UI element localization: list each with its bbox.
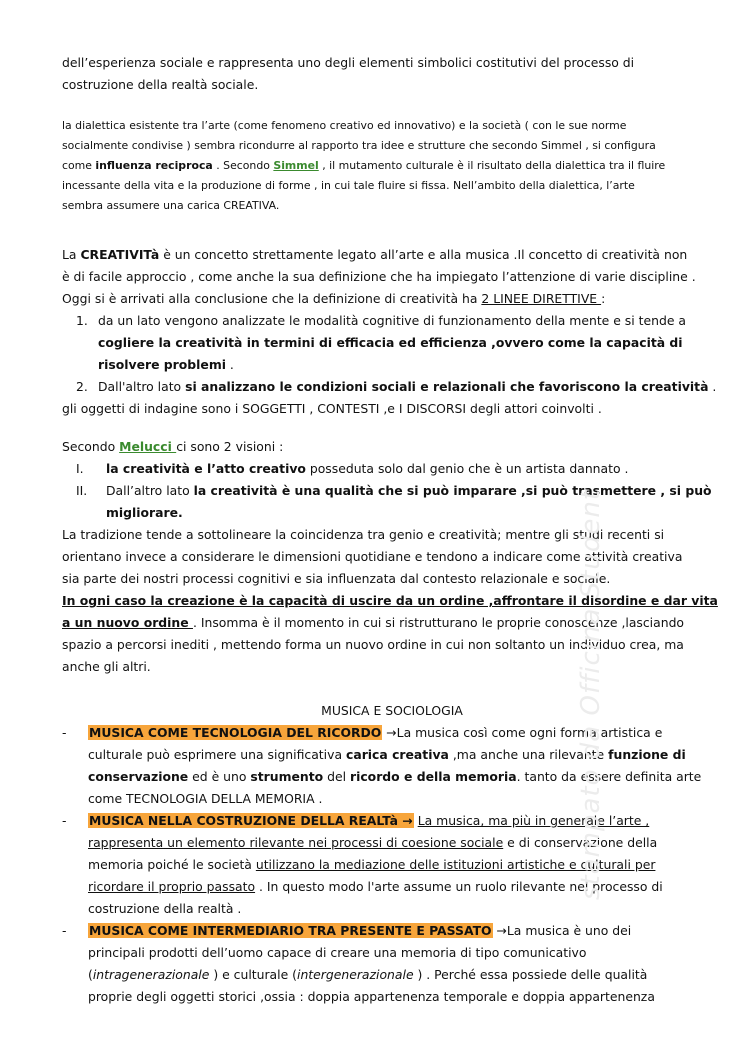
text-line: La tradizione tende a sottolineare la coincidenza tra genio e creatività; mentre gli studi recenti si [62, 527, 665, 542]
text-line: costruzione della realtà sociale. [62, 77, 259, 92]
melucci-link: Melucci [119, 439, 177, 454]
text-line: Oggi si è arrivati alla conclusione che la definizione di creatività ha 2 LINEE DIRETTIVE : [62, 291, 606, 306]
numbered-item-1: 1. da un lato vengono analizzate le modalità cognitive di funzionamento della mente e si tende a cogliere la creatività in termini di efficacia ed efficienza ,ovvero come la capacità di risolvere problemi . [62, 310, 722, 376]
bullet-item-1: - MUSICA COME TECNOLOGIA DEL RICORDO →La musica così come ogni forma artistica e culturale può esprimere una significativa carica creativa ,ma anche una rilevante funzione di conservazione ed è uno strumento del ricordo e della memoria. tanto da essere definita arte come TECNOLOGIA DELLA MEMORIA . [62, 722, 722, 810]
highlight-heading: MUSICA COME TECNOLOGIA DEL RICORDO [89, 725, 382, 740]
melucci-section [62, 436, 722, 678]
bullet-dash: - [62, 725, 67, 740]
bullet-item-3: - MUSICA COME INTERMEDIARIO TRA PRESENTE E PASSATO →La musica è uno dei principali prodotti dell’uomo capace di creare una memoria di tipo comunicativo (intragenerazionale ) e culturale (intergenerazionale ) . Perché essa possiede delle qualità proprie degli oggetti storici ,ossia : doppia appartenenza temporale e doppia appartenenza [62, 920, 722, 1008]
text-line: sia parte dei nostri processi cognitivi e sia influenzata dal contesto relazionale e sociale. [62, 571, 611, 586]
text-line: La CREATIVITà è un concetto strettamente legato all’arte e alla musica .Il concetto di creatività non [62, 247, 688, 262]
text-line: Secondo Melucci ci sono 2 visioni : [62, 439, 284, 454]
watermark: stampato da Officina Student [576, 488, 606, 900]
document-page [62, 52, 722, 1008]
text-line: come influenza reciproca . Secondo Simmel , il mutamento culturale è il risultato della dialettica tra il fluire [62, 159, 666, 172]
highlight-heading: MUSICA COME INTERMEDIARIO TRA PRESENTE E PASSATO [89, 923, 492, 938]
roman-item-2: II. Dall’altro lato la creatività è una qualità che si può imparare ,si può trasmettere , si può migliorare. [62, 480, 722, 524]
creativita-term: CREATIVITà [80, 247, 160, 262]
item-number: II. [76, 483, 88, 498]
text-line: In ogni caso la creazione è la capacità di uscire da un ordine ,affrontare il disordine e dar vita [62, 593, 718, 608]
text-line: sembra assumere una carica CREATIVA. [62, 199, 280, 212]
creativity-section [62, 244, 722, 420]
bullet-dash: - [62, 923, 67, 938]
text-line: anche gli altri. [62, 659, 151, 674]
linee-direttive-term: 2 LINEE DIRETTIVE [481, 291, 602, 306]
bullet-item-2: - MUSICA NELLA COSTRUZIONE DELLA REALTà → La musica, ma più in generale l’arte , rappresenta un elemento rilevante nei processi di coesione sociale e di conservazione della memoria poiché le società utilizzano la mediazione delle istituzioni artistiche e culturali per ricordare il proprio passato . In questo modo l'arte assume un ruolo rilevante nel processo di costruzione della realtà . [62, 810, 722, 920]
text-line: socialmente condivise ) sembra ricondurre al rapporto tra idee e strutture che secondo Simmel , si configura [62, 139, 656, 152]
text-line: a un nuovo ordine . Insomma è il momento in cui si ristrutturano le proprie conoscenze ,lasciando [62, 615, 685, 630]
text-line: è di facile approccio , come anche la sua definizione che ha impiegato l’attenzione di varie discipline . [62, 269, 696, 284]
highlight-heading: MUSICA NELLA COSTRUZIONE DELLA REALTà → [89, 813, 413, 828]
simmel-link: Simmel [273, 159, 319, 172]
bullet-dash: - [62, 813, 67, 828]
text-line: incessante della vita e la produzione di forme , in cui tale fluire si fissa. Nell’ambito della dialettica, l’arte [62, 179, 635, 192]
text-line: gli oggetti di indagine sono i SOGGETTI , CONTESTI ,e I DISCORSI degli attori coinvolti . [62, 401, 602, 416]
item-number: 2. [76, 379, 88, 394]
item-number: I. [76, 461, 84, 476]
text-line: la dialettica esistente tra l’arte (come fenomeno creativo ed innovativo) e la società ( con le sue norme [62, 119, 627, 132]
text-line: orientano invece a considerare le dimensioni quotidiane e tendono a indicare come attività creativa [62, 549, 683, 564]
roman-item-1: I. la creatività e l’atto creativo posseduta solo dal genio che è un artista dannato . [62, 458, 722, 480]
musica-sociologia-section [62, 700, 722, 1008]
text-line: dell’esperienza sociale e rappresenta uno degli elementi simbolici costitutivi del processo di [62, 55, 635, 70]
dialectic-paragraph [62, 116, 722, 216]
section-title: MUSICA E SOCIOLOGIA [321, 703, 463, 718]
item-number: 1. [76, 313, 88, 328]
numbered-item-2: 2. Dall'altro lato si analizzano le condizioni sociali e relazionali che favoriscono la creatività . [62, 376, 722, 398]
intro-paragraph [62, 52, 722, 96]
influenza-reciproca-term: influenza reciproca [95, 159, 213, 172]
text-line: spazio a percorsi inediti , mettendo forma un nuovo ordine in cui non soltanto un individuo crea, ma [62, 637, 684, 652]
